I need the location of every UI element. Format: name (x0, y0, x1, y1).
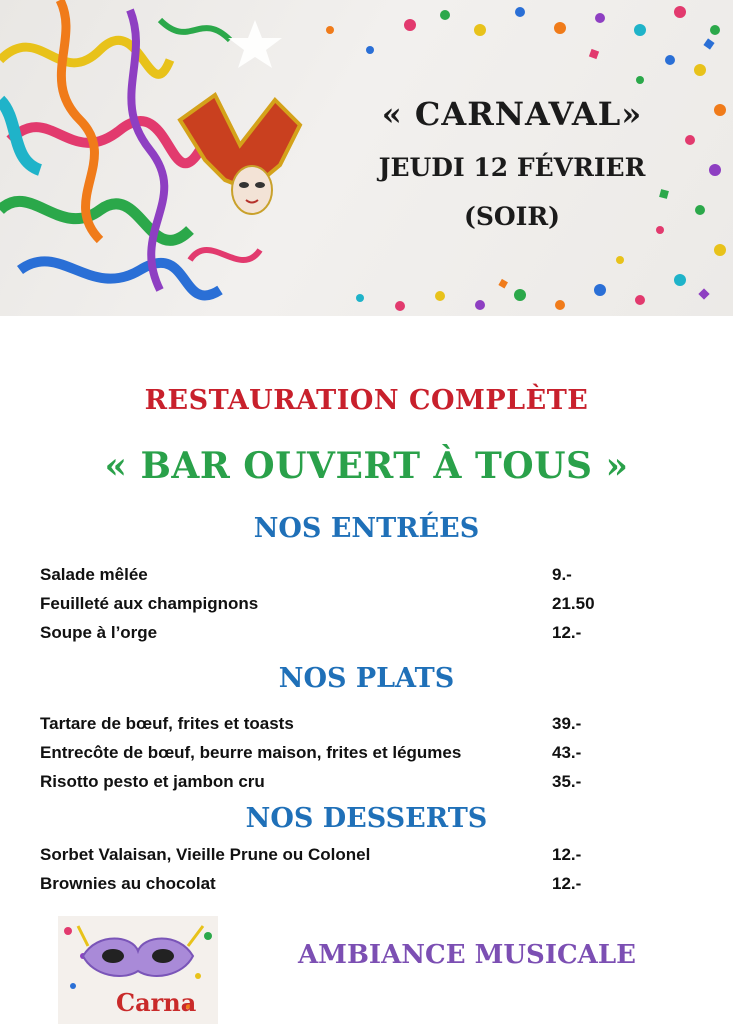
event-title: « CARNAVAL» (381, 95, 643, 133)
carnival-banner (0, 0, 733, 316)
menu-item-price: 35.- (552, 772, 582, 791)
section-title-desserts: NOS DESSERTS (245, 803, 488, 834)
menu-item-price: 12.- (552, 874, 582, 893)
restauration-heading: RESTAURATION COMPLÈTE (144, 385, 589, 416)
menu-list-entrees (40, 560, 620, 647)
menu-item-name: Soupe à l’orge (40, 623, 158, 642)
menu-item (40, 560, 620, 589)
menu-item (40, 618, 620, 647)
menu-item-price: 9.- (552, 565, 572, 584)
menu-item (40, 767, 620, 796)
menu-item-name: Tartare de bœuf, frites et toasts (40, 714, 294, 733)
menu-item (40, 869, 620, 898)
menu-item-name: Brownies au chocolat (40, 874, 216, 893)
menu-item-name: Salade mêlée (40, 565, 148, 584)
section-title-plats: NOS PLATS (278, 663, 455, 694)
event-date: JEUDI 12 FÉVRIER (378, 153, 646, 182)
menu-list-plats (40, 709, 620, 796)
menu-item (40, 738, 620, 767)
event-time: (SOIR) (464, 202, 560, 231)
menu-item (40, 709, 620, 738)
menu-item (40, 589, 620, 618)
menu-item-price: 39.- (552, 714, 582, 733)
ambiance-heading: AMBIANCE MUSICALE (298, 940, 636, 970)
section-title-entrees: NOS ENTRÉES (253, 513, 480, 544)
menu-item (40, 840, 620, 869)
menu-list-desserts (40, 840, 620, 898)
carnival-mask-image (58, 916, 218, 1024)
menu-item-price: 43.- (552, 743, 582, 762)
menu-item-name: Feuilleté aux champignons (40, 594, 259, 613)
menu-item-price: 12.- (552, 623, 582, 642)
menu-item-price: 21.50 (552, 594, 595, 613)
event-info (362, 95, 662, 231)
thumbnail-word: Carna (116, 988, 197, 1017)
menu-item-name: Sorbet Valaisan, Vieille Prune ou Colonel (40, 845, 371, 864)
menu-item-name: Risotto pesto et jambon cru (40, 772, 265, 791)
menu-item-name: Entrecôte de bœuf, beurre maison, frites et légumes (40, 743, 462, 762)
menu-item-price: 12.- (552, 845, 582, 864)
bar-heading: « BAR OUVERT À TOUS » (104, 445, 629, 487)
